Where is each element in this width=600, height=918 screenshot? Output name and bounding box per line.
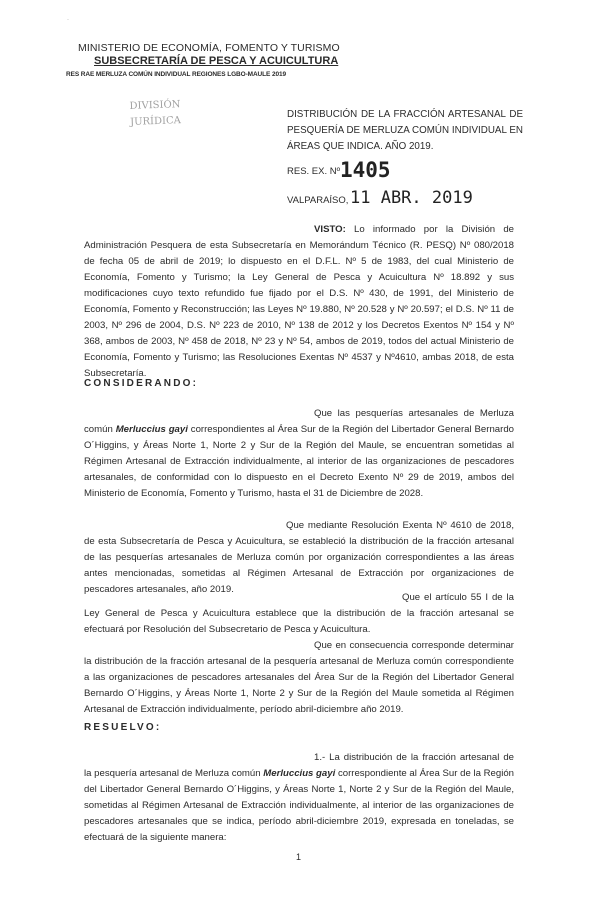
considerando-paragraph-3: Que el artículo 55 I de la Ley General de Pesca y Acuicultura establece que la distribución de la fracción artesanal se efectuará por Resolución del Subsecretario de Pesca y Acuicultura. [84, 592, 514, 635]
considerando-paragraph-1 [84, 406, 514, 502]
considerando-paragraph-2: Que mediante Resolución Exenta Nº 4610 de 2018, de esta Subsecretaría de Pesca y Acuicultura, se estableció la distribución de la fracción artesanal de las pesquerías artesanales de Merluza común por organización correspondientes a las áreas antes mencionadas, sometidas al Régimen Artesanal de Extracción por organizaciones de pescadores artesanales, año 2019. [84, 520, 514, 595]
document-title: DISTRIBUCIÓN DE LA FRACCIÓN ARTESANAL DE PESQUERÍA DE MERLUZA COMÚN INDIVIDUAL EN ÁREAS QUE INDICA. AÑO 2019. [287, 109, 523, 152]
resolution-label: RES. EX. Nº [287, 166, 341, 177]
visto-label: VISTO: [314, 224, 346, 235]
resuelvo-paragraph-1 [84, 750, 514, 846]
considerando-heading: CONSIDERANDO: [84, 378, 199, 389]
considerando-paragraph-4: Que en consecuencia corresponde determinar la distribución de la fracción artesanal de la pesquería artesanal de Merluza común correspondiente a las organizaciones de pescadores artesanales del Área Sur de la Región del Libertador General Bernardo O´Higgins, y Áreas Norte 1, Norte 2 y Sur de la Región del Maule sometida al Régimen Artesanal de Extracción individualmente, período abril-diciembre año 2019. [84, 640, 514, 715]
resolution-number: 1405 [340, 158, 391, 182]
subsecretaria-header: SUBSECRETARÍA DE PESCA Y ACUICULTURA [94, 55, 339, 67]
stamp-line-2: JURÍDICA [129, 115, 182, 128]
resuelvo-p1-text-b: correspondiente al Área Sur de la Región del Libertador General Bernardo O´Higgins, y Áreas Norte 1, Norte 2 y Sur de la Región del Maule, sometidas al Régimen Artesanal de Extracción individualmente, al interior de las organizaciones de pescadores artesanales que se indica, período abril-diciembre 2019, expresada en toneladas, se efectuará de la siguiente manera: [84, 768, 515, 843]
visto-text: Lo informado por la División de Administración Pesquera de esta Subsecretaría en Memorándum Técnico (R. PESQ) Nº 080/2018 de fecha 05 de abril de 2019; lo dispuesto en el D.F.L. Nº 5 de 1983, del cual Ministerio de Economía, Fomento y Turismo; la Ley General de Pesca y Acuicultura Nº 18.892 y sus modificaciones cuyo texto refundido fue fijado por el D.S. Nº 430, de 1991, del Ministerio de Economía, Fomento y Reconstrucción; las Leyes Nº 19.880, Nº 20.528 y Nº 20.597; el D.S. Nº 11 de 2003, Nº 296 de 2004, D.S. Nº 223 de 2010, Nº 138 de 2012 y los Decretos Exentos Nº 154 y Nº 368, ambos de 2003, Nº 458 de 2018, Nº 23 y Nº 54, ambos de 2019, todos del actual Ministerio de Economía, Fomento y Turismo; las Resoluciones Exentas Nº 4537 y Nº4610, ambas 2018, de esta Subsecretaría. [84, 224, 514, 379]
stamp-line-1: DIVISIÓN [129, 99, 181, 112]
page-number: 1 [296, 852, 302, 862]
corner-mark: · [67, 17, 69, 23]
resuelvo-p1-text-a: 1.- La distribución de la fracción artesanal de la pesquería artesanal de Merluza común [84, 752, 514, 779]
division-stamp [129, 97, 184, 139]
considerando-p1-text-a: Que las pesquerías artesanales de Merluza común [84, 408, 514, 435]
resolution-date: 11 ABR. 2019 [350, 188, 473, 208]
reference-line: RES RAE MERLUZA COMÚN INDIVIDUAL REGIONES LGBO-MAULE 2019 [66, 71, 287, 78]
visto-paragraph [84, 222, 514, 382]
ministry-header: MINISTERIO DE ECONOMÍA, FOMENTO Y TURISMO [78, 42, 340, 54]
resuelvo-species-name: Merluccius gayi [263, 768, 336, 779]
considerando-p1-text-b: correspondientes al Área Sur de la Región del Libertador General Bernardo O´Higgins, y Áreas Norte 1, Norte 2 y Sur de la Región del Maule, se encuentran sometidas al Régimen Artesanal de Extracción individualmente, al interior de las organizaciones de pescadores artesanales, de conformidad con lo dispuesto en el Decreto Exento Nº 29 de 2019, ambos del Ministerio de Economía, Fomento y Turismo, hasta el 31 de Diciembre de 2028. [84, 424, 514, 499]
resuelvo-heading: RESUELVO: [84, 722, 162, 733]
species-name: Merluccius gayi [115, 424, 188, 435]
place-label: VALPARAÍSO, [287, 195, 349, 206]
